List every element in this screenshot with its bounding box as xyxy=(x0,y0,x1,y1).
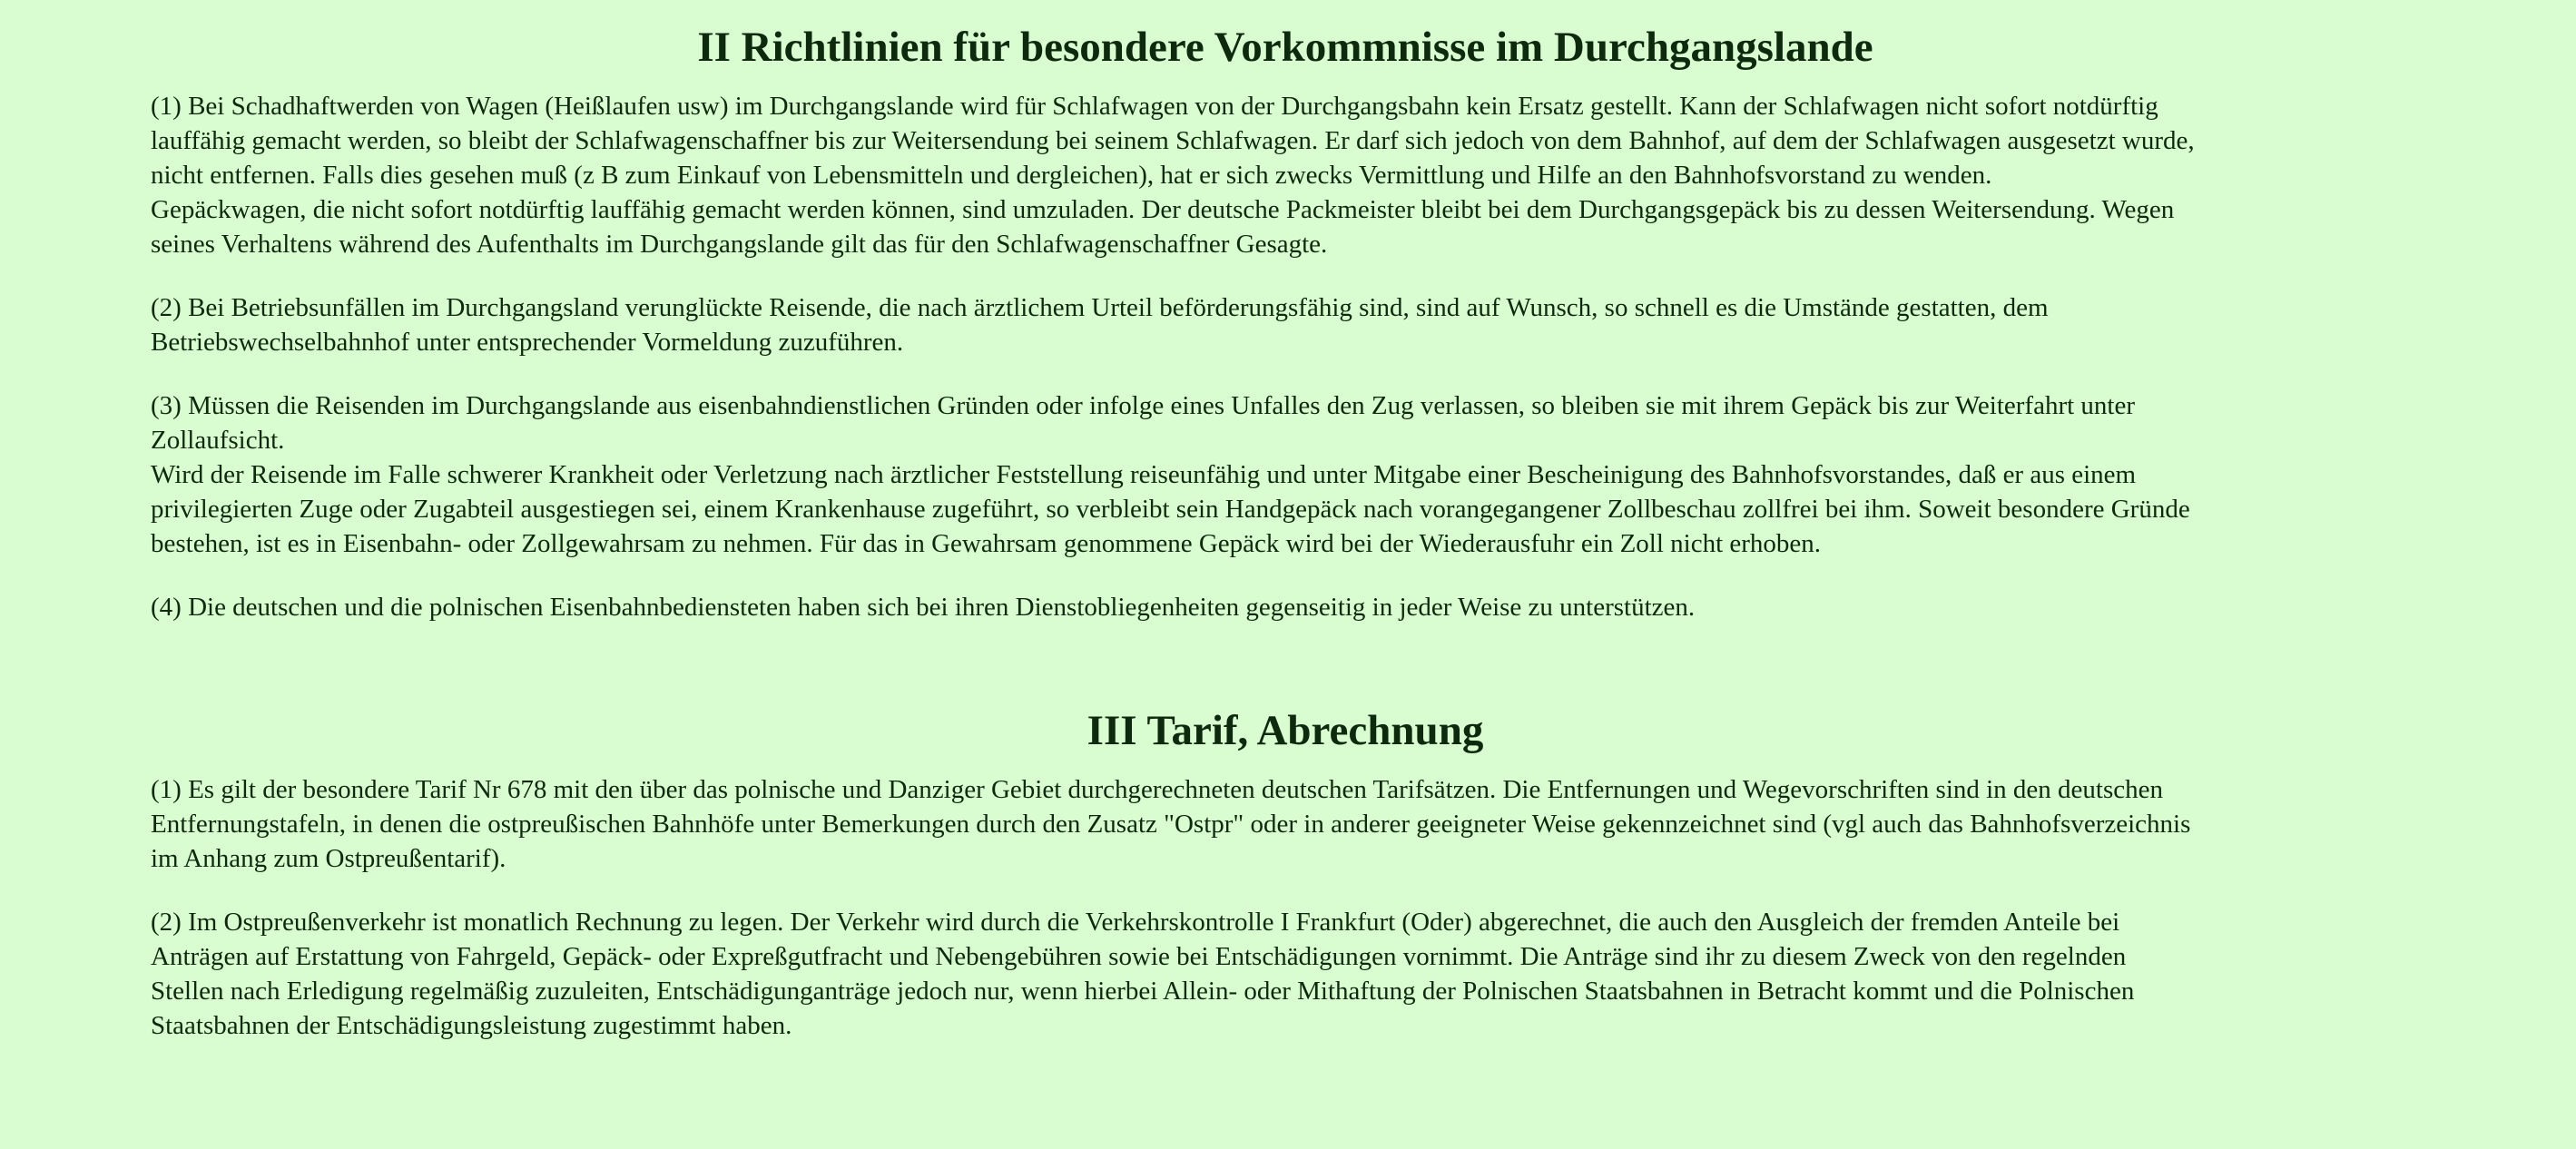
text-line: Stellen nach Erledigung regelmäßig zuzuleiten, Entschädigunganträge jedoch nur, wenn hierbei Allein- oder Mithaftung der Polnischen Staatsbahnen in Betracht kommt und die Polnischen xyxy=(151,977,2135,1006)
text-line: (4) Die deutschen und die polnischen Eisenbahnbediensteten haben sich bei ihren Dienstobliegenheiten gegenseitig in jeder Weise zu unterstützen. xyxy=(151,593,1696,622)
text-line: (2) Im Ostpreußenverkehr ist monatlich Rechnung zu legen. Der Verkehr wird durch die Verkehrskontrolle I Frankfurt (Oder) abgerechnet, die auch den Ausgleich der fremden Anteile bei xyxy=(151,908,2120,937)
text-line: (3) Müssen die Reisenden im Durchgangslande aus eisenbahndienstlichen Gründen oder infolge eines Unfalles den Zug verlassen, so bleiben sie mit ihrem Gepäck bis zur Weiterfahrt unter xyxy=(151,391,2135,420)
text-line: seines Verhaltens während des Aufenthalts im Durchgangslande gilt das für den Schlafwagenschaffner Gesagte. xyxy=(151,230,1328,259)
text-line: Gepäckwagen, die nicht sofort notdürftig lauffähig gemacht werden können, sind umzuladen. Der deutsche Packmeister bleibt bei dem Durchgangsgepäck bis zu dessen Weitersendung. Wegen xyxy=(151,195,2175,224)
section-spacer xyxy=(151,624,2420,705)
paragraph xyxy=(151,290,2420,359)
paragraph xyxy=(151,89,2420,261)
section-2-paragraphs xyxy=(151,89,2420,624)
paragraph xyxy=(151,905,2420,1043)
text-line: Betriebswechselbahnhof unter entsprechender Vormeldung zuzuführen. xyxy=(151,328,904,357)
text-line: lauffähig gemacht werden, so bleibt der Schlafwagenschaffner bis zur Weitersendung bei seinem Schlafwagen. Er darf sich jedoch von dem Bahnhof, auf dem der Schlafwagen ausgesetzt wurde, xyxy=(151,126,2195,155)
text-line: (1) Bei Schadhaftwerden von Wagen (Heißlaufen usw) im Durchgangslande wird für Schlafwagen von der Durchgangsbahn kein Ersatz gestellt. Kann der Schlafwagen nicht sofort notdürftig xyxy=(151,92,2158,121)
text-line: privilegierten Zuge oder Zugabteil ausgestiegen sei, einem Krankenhause zugeführt, so verbleibt sein Handgepäck nach vorangegangener Zollbeschau zollfrei bei ihm. Soweit besondere Gründe xyxy=(151,495,2190,524)
text-line: Staatsbahnen der Entschädigungsleistung zugestimmt haben. xyxy=(151,1011,792,1040)
paragraph xyxy=(151,388,2420,561)
text-line: (1) Es gilt der besondere Tarif Nr 678 mit den über das polnische und Danziger Gebiet durchgerechneten deutschen Tarifsätzen. Die Entfernungen und Wegevorschriften sind in den deutschen xyxy=(151,775,2164,804)
text-line: im Anhang zum Ostpreußentarif). xyxy=(151,844,506,873)
document-content xyxy=(151,0,2420,1043)
text-line: Zollaufsicht. xyxy=(151,426,285,455)
paragraph xyxy=(151,772,2420,876)
text-line: (2) Bei Betriebsunfällen im Durchgangsland verunglückte Reisende, die nach ärztlichem Urteil beförderungsfähig sind, sind auf Wunsch, so schnell es die Umstände gestatten, dem xyxy=(151,293,2049,322)
section-heading: III Tarif, Abrechnung xyxy=(1086,707,1484,754)
text-line: Wird der Reisende im Falle schwerer Krankheit oder Verletzung nach ärztlicher Feststellung reiseunfähig und unter Mitgabe einer Bescheinigung des Bahnhofsvorstandes, daß er aus einem xyxy=(151,460,2137,489)
text-line: bestehen, ist es in Eisenbahn- oder Zollgewahrsam zu nehmen. Für das in Gewahrsam genommene Gepäck wird bei der Wiederausfuhr ein Zoll nicht erhoben. xyxy=(151,529,1822,558)
text-line: Anträgen auf Erstattung von Fahrgeld, Gepäck- oder Expreßgutfracht und Nebengebühren sowie bei Entschädigungen vornimmt. Die Anträge sind ihr zu diesem Zweck von den regelnden xyxy=(151,942,2127,971)
section-3-paragraphs xyxy=(151,772,2420,1043)
text-line: Entfernungstafeln, in denen die ostpreußischen Bahnhöfe unter Bemerkungen durch den Zusatz "Ostpr" oder in anderer geeigneter Weise gekennzeichnet sind (vgl auch das Bahnhofsverzeichnis xyxy=(151,810,2191,839)
section-heading: II Richtlinien für besondere Vorkommnisse im Durchgangslande xyxy=(697,24,1873,71)
text-line: nicht entfernen. Falls dies gesehen muß (z B zum Einkauf von Lebensmitteln und dergleichen), hat er sich zwecks Vermittlung und Hilfe an den Bahnhofsvorstand zu wenden. xyxy=(151,161,1992,190)
paragraph xyxy=(151,590,2420,624)
